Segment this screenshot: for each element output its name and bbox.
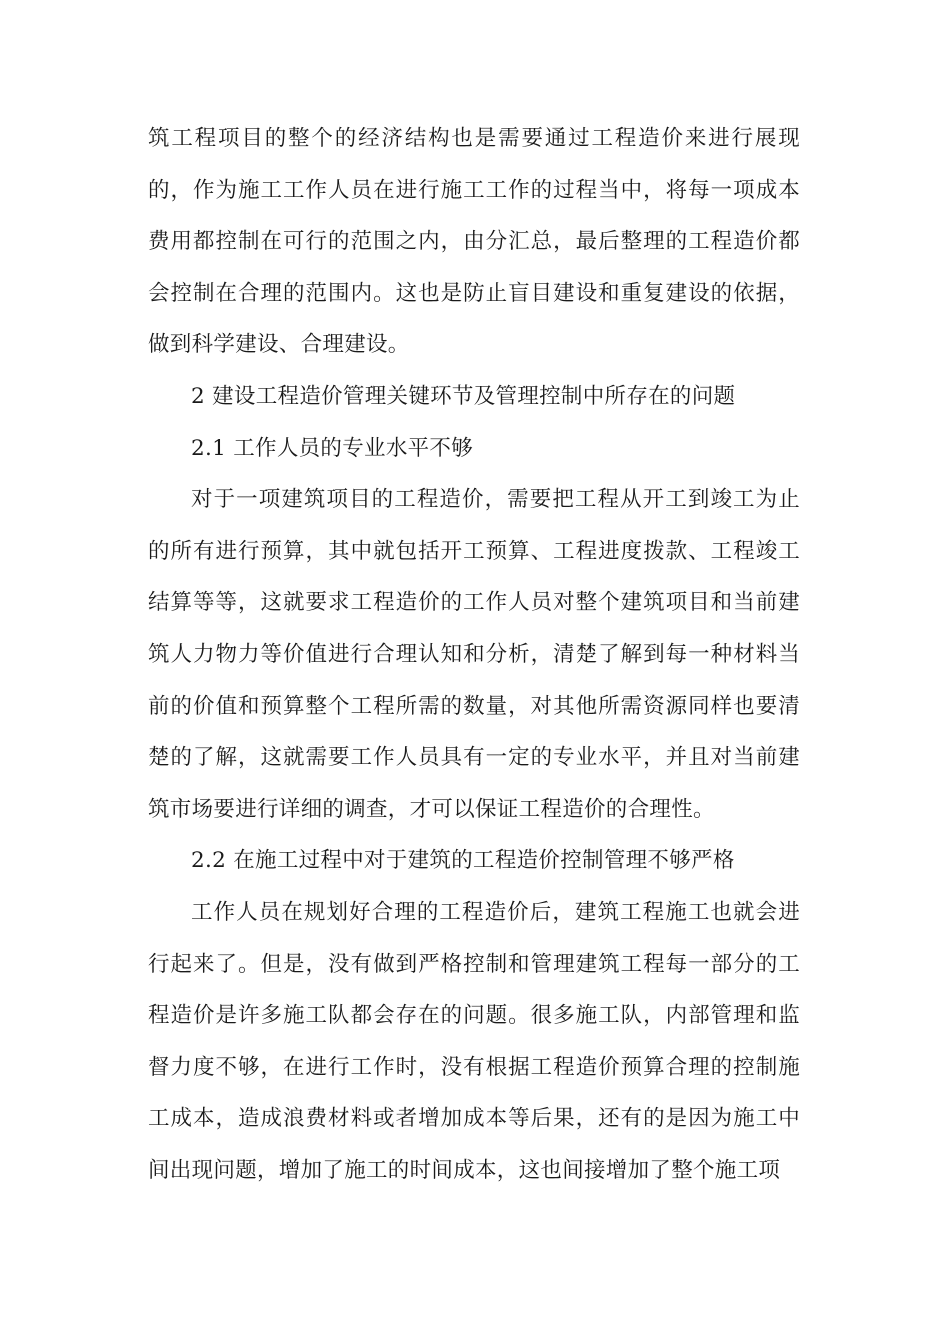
section-heading-2: 2 建设工程造价管理关键环节及管理控制中所存在的问题 [191, 383, 736, 409]
paragraph-cost-control: 工作人员在规划好合理的工程造价后，建筑工程施工也就会进行起来了。但是，没有做到严格控制和管理建筑工程每一部分的工程造价是许多施工队都会存在的问题。很多施工队，内部管理和监督力度不够，在进行工作时，没有根据工程造价预算合理的控制施工成本，造成浪费材料或者增加成本等后果，还有的是因为施工中间出现问题，增加了施工的时间成本，这也间接增加了整个施工项 [148, 899, 800, 1183]
subsection-heading-2-2: 2.2 在施工过程中对于建筑的工程造价控制管理不够严格 [191, 848, 735, 874]
paragraph-continuation: 筑工程项目的整个的经济结构也是需要通过工程造价来进行展现的，作为施工工作人员在进行施工工作的过程当中，将每一项成本费用都控制在可行的范围之内，由分汇总，最后整理的工程造价都会控制在合理的范围内。这也是防止盲目建设和重复建设的依据，做到科学建设、合理建设。 [148, 126, 800, 358]
paragraph-staff-expertise: 对于一项建筑项目的工程造价，需要把工程从开工到竣工为止的所有进行预算，其中就包括开工预算、工程进度拨款、工程竣工结算等等，这就要求工程造价的工作人员对整个建筑项目和当前建筑人力物力等价值进行合理认知和分析，清楚了解到每一种材料当前的价值和预算整个工程所需的数量，对其他所需资源同样也要清楚的了解，这就需要工作人员具有一定的专业水平，并且对当前建筑市场要进行详细的调查，才可以保证工程造价的合理性。 [148, 487, 800, 822]
subsection-heading-2-1: 2.1 工作人员的专业水平不够 [191, 435, 474, 461]
document-body [148, 113, 800, 1196]
